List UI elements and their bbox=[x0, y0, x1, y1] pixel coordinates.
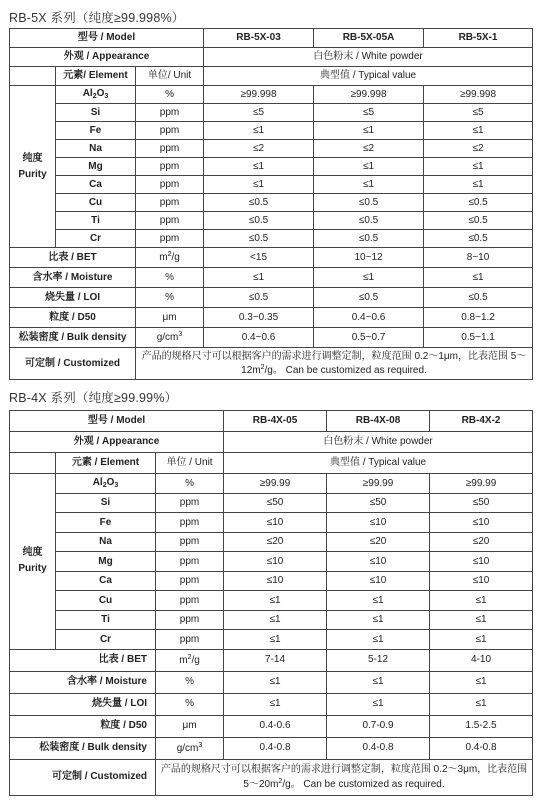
element-unit: ppm bbox=[156, 532, 224, 552]
element-unit: % bbox=[156, 474, 224, 494]
property-value: <15 bbox=[204, 248, 314, 268]
element-value: ≤1 bbox=[204, 122, 314, 140]
element-value: ≤0.5 bbox=[314, 230, 424, 248]
model-name: RB-4X-08 bbox=[327, 411, 430, 432]
purity-label bbox=[10, 474, 56, 650]
element-name bbox=[56, 532, 156, 552]
element-value: ≤0.5 bbox=[314, 194, 424, 212]
element-value: ≤5 bbox=[424, 104, 533, 122]
element-unit: ppm bbox=[136, 212, 204, 230]
property-value: ≤1 bbox=[424, 268, 533, 288]
element-value: ≤1 bbox=[314, 158, 424, 176]
element-subscript: 3 bbox=[104, 92, 109, 100]
element-unit: ppm bbox=[156, 591, 224, 611]
element-unit: ppm bbox=[156, 630, 224, 650]
property-unit bbox=[136, 248, 204, 268]
property-value: 7-14 bbox=[224, 649, 327, 671]
element-value: ≤10 bbox=[224, 513, 327, 533]
model-name: RB-4X-05 bbox=[224, 411, 327, 432]
property-value: 0.4~0.6 bbox=[204, 328, 314, 348]
element-unit: ppm bbox=[156, 493, 224, 513]
element-symbol: Na bbox=[89, 142, 102, 154]
property-unit-base: % bbox=[185, 676, 194, 688]
element-value: ≥99.99 bbox=[224, 474, 327, 494]
property-value: 0.3~0.35 bbox=[204, 308, 314, 328]
purity-label bbox=[10, 86, 56, 248]
element-unit: ppm bbox=[136, 176, 204, 194]
element-value: ≥99.998 bbox=[204, 86, 314, 104]
element-symbol-tail: O bbox=[106, 476, 115, 488]
element-unit: ppm bbox=[156, 610, 224, 630]
model-name: RB-5X-05A bbox=[314, 29, 424, 48]
purity-label-en: Purity bbox=[18, 168, 47, 180]
property-unit bbox=[156, 693, 224, 715]
element-value: ≤50 bbox=[327, 493, 430, 513]
element-unit: ppm bbox=[136, 140, 204, 158]
element-value: ≤2 bbox=[424, 140, 533, 158]
property-value: ≤1 bbox=[430, 671, 533, 693]
customized-text-tail: /g。 Can be customized as required. bbox=[282, 778, 445, 790]
element-symbol: Ca bbox=[89, 178, 102, 190]
property-value: ≤1 bbox=[314, 268, 424, 288]
property-unit bbox=[156, 737, 224, 759]
element-symbol-tail: O bbox=[96, 87, 105, 99]
appearance-value: 白色粉末 / White powder bbox=[204, 48, 533, 67]
element-value: ≤0.5 bbox=[204, 212, 314, 230]
element-value: ≤20 bbox=[430, 532, 533, 552]
element-value: ≤2 bbox=[204, 140, 314, 158]
property-unit-sup: 3 bbox=[198, 741, 203, 749]
element-unit: ppm bbox=[136, 194, 204, 212]
element-name bbox=[56, 86, 136, 104]
property-value: ≤1 bbox=[224, 671, 327, 693]
element-symbol: Mg bbox=[88, 160, 103, 172]
element-value: ≤50 bbox=[430, 493, 533, 513]
element-value: ≤1 bbox=[424, 158, 533, 176]
property-value: 0.5~1.1 bbox=[424, 328, 533, 348]
element-value: ≤0.5 bbox=[424, 194, 533, 212]
property-unit-sup: 3 bbox=[178, 331, 183, 339]
property-unit bbox=[136, 308, 204, 328]
customized-text-main: 产品的规格尺寸可以根据客户的需求进行调整定制，粒度范围 0.2～3μm，比表范围 5～20m bbox=[160, 764, 528, 790]
customized-text bbox=[136, 348, 533, 380]
element-value: ≤1 bbox=[224, 610, 327, 630]
element-value: ≤1 bbox=[327, 630, 430, 650]
property-value: ≤1 bbox=[204, 268, 314, 288]
element-value: ≤10 bbox=[224, 571, 327, 591]
element-unit: ppm bbox=[136, 122, 204, 140]
element-value: ≤10 bbox=[224, 552, 327, 572]
property-unit-base: μm bbox=[182, 720, 197, 732]
property-label: 含水率 / Moisture bbox=[10, 671, 156, 693]
property-value: ≤0.5 bbox=[314, 288, 424, 308]
element-symbol: Fe bbox=[89, 124, 102, 136]
appearance-label: 外观 / Appearance bbox=[10, 48, 204, 67]
blank-cell bbox=[10, 453, 56, 474]
element-name bbox=[56, 104, 136, 122]
element-symbol: Si bbox=[90, 106, 101, 118]
element-unit: ppm bbox=[136, 158, 204, 176]
property-unit bbox=[156, 671, 224, 693]
element-value: ≤5 bbox=[314, 104, 424, 122]
section-title-rb4x: RB-4X 系列（纯度≥99.99%） bbox=[9, 391, 178, 405]
property-label: 含水率 / Moisture bbox=[10, 268, 136, 288]
element-name bbox=[56, 610, 156, 630]
unit-label: 单位 / Unit bbox=[156, 453, 224, 474]
purity-label-en: Purity bbox=[18, 563, 47, 575]
property-unit-base: % bbox=[165, 271, 174, 283]
property-unit bbox=[136, 268, 204, 288]
property-label: 松装密度 / Bulk density bbox=[10, 737, 156, 759]
property-value: ≤1 bbox=[224, 693, 327, 715]
property-label: 烧失量 / LOI bbox=[10, 288, 136, 308]
appearance-value: 白色粉末 / White powder bbox=[224, 432, 533, 453]
model-name: RB-4X-2 bbox=[430, 411, 533, 432]
element-value: ≤1 bbox=[314, 176, 424, 194]
element-value: ≤1 bbox=[327, 591, 430, 611]
element-value: ≤1 bbox=[204, 176, 314, 194]
purity-label-cn: 纯度 bbox=[22, 152, 43, 164]
property-value: ≤1 bbox=[327, 693, 430, 715]
property-value: 4-10 bbox=[430, 649, 533, 671]
element-value: ≤5 bbox=[204, 104, 314, 122]
element-value: ≥99.99 bbox=[430, 474, 533, 494]
spec-table-rb5x bbox=[9, 28, 533, 380]
element-value: ≤1 bbox=[430, 610, 533, 630]
element-value: ≤0.5 bbox=[204, 230, 314, 248]
element-value: ≤1 bbox=[224, 630, 327, 650]
element-value: ≤1 bbox=[314, 122, 424, 140]
property-unit-base: m bbox=[159, 252, 168, 264]
property-value: 0.7-0.9 bbox=[327, 715, 430, 737]
property-label: 松装密度 / Bulk density bbox=[10, 328, 136, 348]
property-unit-base: g/cm bbox=[156, 332, 179, 344]
property-unit-sup: 2 bbox=[187, 653, 192, 661]
element-value: ≥99.99 bbox=[327, 474, 430, 494]
element-value: ≤20 bbox=[327, 532, 430, 552]
element-value: ≤50 bbox=[224, 493, 327, 513]
element-unit: ppm bbox=[156, 513, 224, 533]
element-value: ≤0.5 bbox=[424, 230, 533, 248]
purity-label-cn: 纯度 bbox=[22, 547, 43, 559]
element-unit: ppm bbox=[136, 104, 204, 122]
property-value: 0.4~0.6 bbox=[314, 308, 424, 328]
element-value: ≥99.998 bbox=[314, 86, 424, 104]
section-title-rb5x: RB-5X 系列（纯度≥99.998%） bbox=[9, 11, 185, 25]
property-unit-base: % bbox=[165, 291, 174, 303]
element-symbol: Ca bbox=[99, 575, 112, 586]
element-value: ≤1 bbox=[224, 591, 327, 611]
element-label: 元素/ Element bbox=[56, 67, 136, 86]
property-unit-tail: /g bbox=[191, 654, 200, 666]
element-name bbox=[56, 552, 156, 572]
customized-text-main: 产品的规格尺寸可以根据客户的需求进行调整定制，粒度范围 0.2～1μm，比表范围 5～12m bbox=[141, 350, 527, 376]
element-symbol: Ti bbox=[101, 614, 110, 625]
element-symbol: Cr bbox=[99, 633, 112, 645]
element-subscript: 2 bbox=[102, 481, 107, 489]
property-value: 0.8~1.2 bbox=[424, 308, 533, 328]
element-value: ≤1 bbox=[204, 158, 314, 176]
element-symbol: Cr bbox=[89, 232, 102, 244]
model-label: 型号 / Model bbox=[10, 29, 204, 48]
property-label: 粒度 / D50 bbox=[10, 715, 156, 737]
element-value: ≤1 bbox=[430, 630, 533, 650]
element-name bbox=[56, 513, 156, 533]
property-unit bbox=[136, 328, 204, 348]
element-label: 元素 / Element bbox=[56, 453, 156, 474]
customized-label: 可定制 / Customized bbox=[10, 759, 156, 795]
element-name bbox=[56, 591, 156, 611]
customized-text-sup: 2 bbox=[278, 777, 283, 785]
property-value: 10~12 bbox=[314, 248, 424, 268]
property-label: 烧失量 / LOI bbox=[10, 693, 156, 715]
element-unit: % bbox=[136, 86, 204, 104]
element-unit: ppm bbox=[156, 552, 224, 572]
property-value: 0.4-0.8 bbox=[430, 737, 533, 759]
element-unit: ppm bbox=[156, 571, 224, 591]
property-value: ≤0.5 bbox=[424, 288, 533, 308]
element-symbol: Cu bbox=[88, 196, 103, 208]
element-name bbox=[56, 212, 136, 230]
element-value: ≤0.5 bbox=[314, 212, 424, 230]
property-value: 0.4-0.8 bbox=[327, 737, 430, 759]
element-name bbox=[56, 474, 156, 494]
property-unit-tail: /g bbox=[171, 252, 180, 264]
model-label: 型号 / Model bbox=[10, 411, 224, 432]
element-subscript: 3 bbox=[114, 481, 119, 489]
property-unit bbox=[156, 715, 224, 737]
element-name bbox=[56, 230, 136, 248]
customized-label: 可定制 / Customized bbox=[10, 348, 136, 380]
property-value: 0.4-0.8 bbox=[224, 737, 327, 759]
typical-label: 典型值 / Typical value bbox=[204, 67, 533, 86]
element-symbol: Al bbox=[92, 476, 103, 488]
element-value: ≤1 bbox=[430, 591, 533, 611]
element-name bbox=[56, 176, 136, 194]
element-symbol: Fe bbox=[99, 516, 112, 528]
element-value: ≤1 bbox=[424, 122, 533, 140]
element-symbol: Mg bbox=[98, 555, 113, 567]
property-unit-base: % bbox=[185, 698, 194, 710]
model-name: RB-5X-03 bbox=[204, 29, 314, 48]
property-label: 比表 / BET bbox=[10, 649, 156, 671]
element-value: ≤10 bbox=[430, 513, 533, 533]
property-value: 1.5-2.5 bbox=[430, 715, 533, 737]
customized-text-sup: 2 bbox=[260, 364, 265, 371]
property-unit-base: g/cm bbox=[176, 742, 199, 754]
element-name bbox=[56, 158, 136, 176]
property-unit-sup: 2 bbox=[167, 251, 172, 259]
property-value: 5-12 bbox=[327, 649, 430, 671]
property-label: 比表 / BET bbox=[10, 248, 136, 268]
element-symbol: Si bbox=[100, 497, 111, 508]
element-name bbox=[56, 493, 156, 513]
element-symbol: Ti bbox=[91, 214, 100, 226]
element-unit: ppm bbox=[136, 230, 204, 248]
typical-label: 典型值 / Typical value bbox=[224, 453, 533, 474]
element-name bbox=[56, 194, 136, 212]
customized-text-tail: /g。 Can be customized as required. bbox=[264, 365, 427, 376]
element-value: ≤1 bbox=[424, 176, 533, 194]
element-value: ≤10 bbox=[327, 513, 430, 533]
blank-cell bbox=[10, 67, 56, 86]
element-value: ≤10 bbox=[327, 552, 430, 572]
element-value: ≤10 bbox=[430, 571, 533, 591]
element-name bbox=[56, 140, 136, 158]
unit-label: 单位/ Unit bbox=[136, 67, 204, 86]
property-label: 粒度 / D50 bbox=[10, 308, 136, 328]
element-value: ≤2 bbox=[314, 140, 424, 158]
property-value: 0.4-0.6 bbox=[224, 715, 327, 737]
property-unit bbox=[156, 649, 224, 671]
element-name bbox=[56, 571, 156, 591]
element-value: ≤10 bbox=[430, 552, 533, 572]
property-value: 8~10 bbox=[424, 248, 533, 268]
property-value: ≤1 bbox=[327, 671, 430, 693]
property-value: ≤0.5 bbox=[204, 288, 314, 308]
property-value: 0.5~0.7 bbox=[314, 328, 424, 348]
property-value: ≤1 bbox=[430, 693, 533, 715]
element-value: ≤10 bbox=[327, 571, 430, 591]
element-symbol: Cu bbox=[98, 594, 113, 606]
customized-text bbox=[156, 759, 533, 795]
element-value: ≤20 bbox=[224, 532, 327, 552]
appearance-label: 外观 / Appearance bbox=[10, 432, 224, 453]
element-subscript: 2 bbox=[92, 92, 97, 100]
property-unit-base: μm bbox=[162, 311, 177, 323]
element-value: ≤0.5 bbox=[424, 212, 533, 230]
spec-table-rb4x bbox=[9, 410, 533, 796]
model-name: RB-5X-1 bbox=[424, 29, 533, 48]
property-unit-base: m bbox=[179, 654, 188, 666]
element-value: ≤1 bbox=[327, 610, 430, 630]
property-unit bbox=[136, 288, 204, 308]
element-value: ≥99.998 bbox=[424, 86, 533, 104]
element-value: ≤0.5 bbox=[204, 194, 314, 212]
element-symbol: Al bbox=[82, 87, 93, 99]
element-name bbox=[56, 630, 156, 650]
element-name bbox=[56, 122, 136, 140]
element-symbol: Na bbox=[99, 536, 112, 547]
